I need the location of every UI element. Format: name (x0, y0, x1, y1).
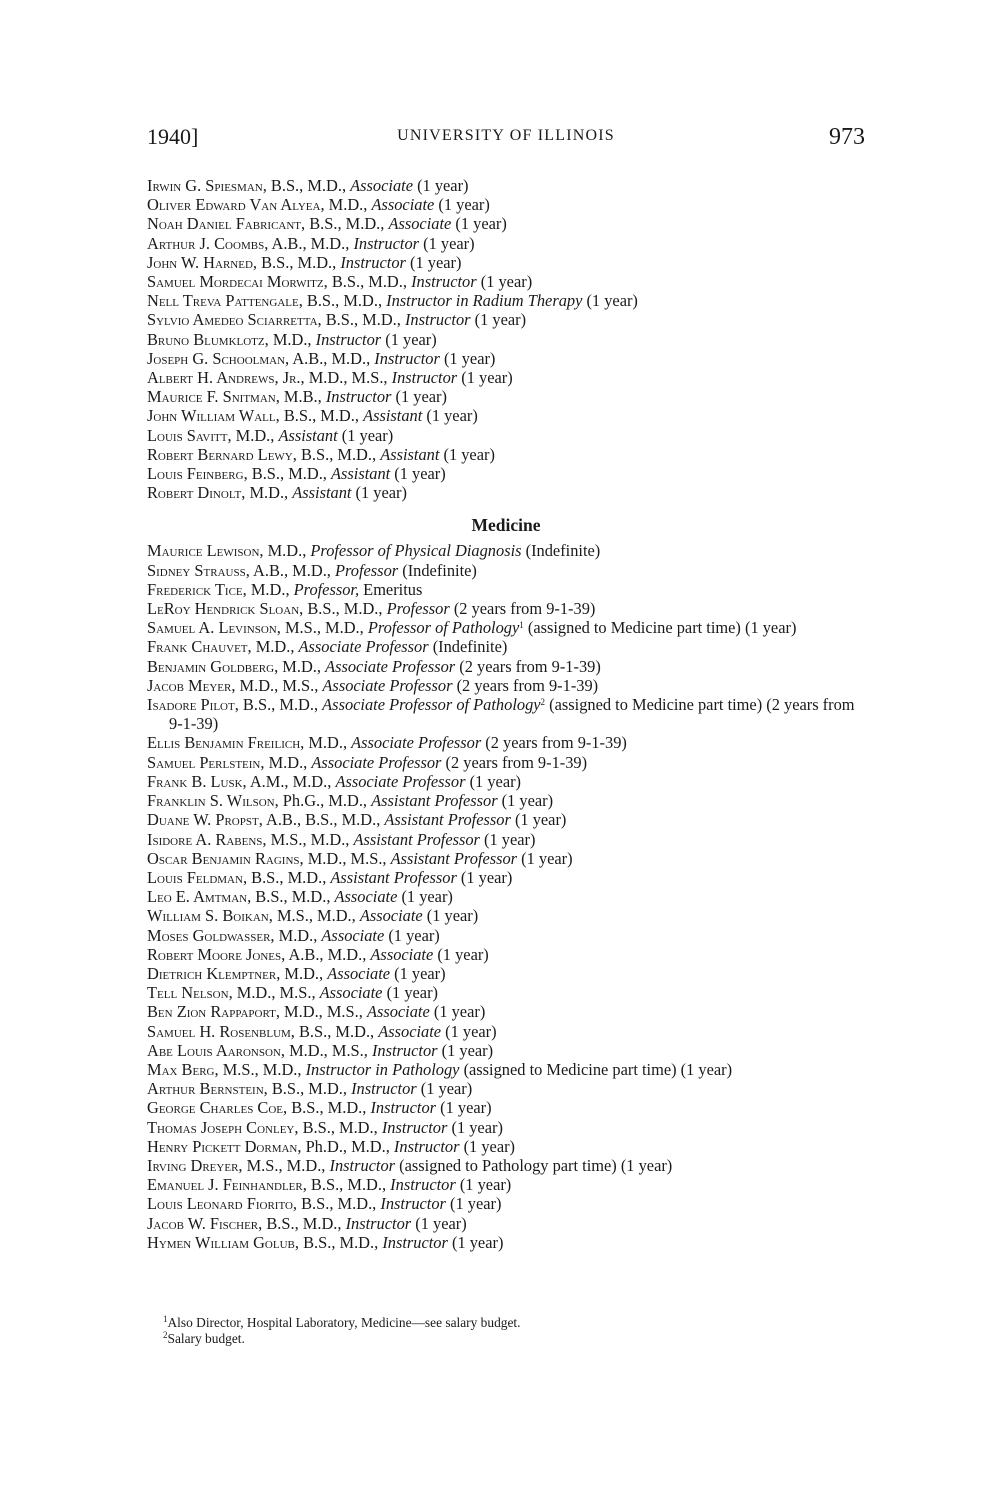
running-head-title: UNIVERSITY OF ILLINOIS (397, 127, 615, 144)
staff-entry (147, 657, 865, 676)
staff-name: Max Berg (147, 1059, 215, 1079)
staff-name: Henry Pickett Dorman (147, 1136, 298, 1156)
staff-title: Instructor (351, 1079, 417, 1099)
staff-title: Associate Professor (351, 733, 482, 753)
staff-entry (147, 406, 865, 425)
appointment-term: (1 year) (397, 887, 453, 907)
staff-title: Instructor (380, 1194, 446, 1214)
appointment-term: (2 years from 9-1-39) (441, 752, 588, 772)
staff-entry (147, 637, 865, 656)
appointment-term: (1 year) (582, 291, 638, 311)
appointment-term: (1 year) (412, 176, 469, 195)
staff-name: Robert Bernard Lewy (147, 444, 293, 464)
staff-name: Leo E. Amtman (147, 887, 248, 907)
staff-name: Maurice Lewison (147, 541, 260, 561)
appointment-term: (1 year) (456, 867, 513, 887)
degrees: , B.S., M.D., (292, 1194, 381, 1214)
degrees: , B.S., M.D., (294, 1232, 383, 1252)
degrees: , M.D., (320, 195, 372, 215)
appointment-term: (1 year) (433, 944, 489, 964)
appointment-term: (1 year) (436, 1098, 492, 1118)
appointment-term: (assigned to Pathology part time) (1 year) (395, 1155, 673, 1175)
staff-name: William S. Boikan (147, 906, 269, 926)
degrees: , M.D., (300, 733, 352, 753)
staff-title: Instructor (370, 1098, 437, 1118)
staff-entry (147, 234, 865, 253)
staff-title: Associate (334, 887, 398, 907)
staff-title: Associate (366, 1002, 430, 1022)
footnote-mark: 1 (163, 1314, 168, 1324)
degrees: , M.D., (242, 579, 294, 599)
degrees: , B.S., M.D., (234, 695, 323, 715)
staff-name: Ben Zion Rappaport (147, 1002, 276, 1022)
staff-name: Duane W. Propst (147, 810, 259, 830)
staff-entry (147, 733, 865, 752)
staff-title: Assistant (363, 406, 423, 426)
degrees: , M.S., M.D., (214, 1059, 306, 1079)
page-number: 973 (829, 124, 865, 150)
appointment-term: (1 year) (441, 1021, 497, 1041)
degrees: , M.D., M.S., (300, 368, 392, 388)
staff-entry (147, 176, 865, 195)
degrees: , M.D., M.S., (228, 983, 320, 1003)
degrees: , A.B., M.D., (245, 560, 335, 580)
degrees: , M.S., M.D., (238, 1155, 330, 1175)
appointment-term: (1 year) (517, 848, 573, 868)
appointment-term: (Indefinite) (398, 560, 477, 580)
degrees: , M.D., M.S., (275, 1002, 367, 1022)
degrees: , B.S., M.D., (317, 310, 405, 330)
staff-title: Instructor (340, 252, 406, 272)
staff-title: Associate Professor (335, 771, 466, 791)
footnote (163, 1331, 863, 1347)
running-head (147, 124, 865, 154)
staff-title: Associate Professor (298, 637, 429, 657)
staff-name: Thomas Joseph Conley (147, 1117, 295, 1137)
staff-name: Sidney Strauss (147, 560, 246, 580)
appointment-term: (assigned to Medicine part time) (2 years from 9-1-39) (169, 695, 855, 734)
staff-title: Assistant (331, 464, 391, 484)
appointment-term: (1 year) (422, 906, 479, 926)
appointment-term: (1 year) (351, 483, 407, 503)
degrees: , A.M., M.D., (242, 771, 336, 791)
staff-name: Samuel Mordecai Morwitz (147, 272, 324, 292)
staff-title: Instructor (411, 272, 477, 292)
staff-entry (147, 1060, 865, 1079)
staff-title: Associate (321, 925, 385, 945)
staff-title: Instructor (371, 1040, 438, 1060)
staff-name: Franklin S. Wilson (147, 791, 275, 811)
degrees: , M.D., M.S., (231, 675, 323, 695)
staff-entry (147, 753, 865, 772)
appointment-term: (1 year) (411, 1213, 467, 1233)
appointment-term: (1 year) (439, 444, 495, 464)
staff-title: Instructor (345, 1213, 412, 1233)
staff-name: Frederick Tice (147, 579, 243, 599)
appointment-term: (1 year) (390, 464, 446, 484)
staff-title: Professor of Pathology (367, 618, 520, 638)
staff-entry (147, 676, 865, 695)
appointment-term: (1 year) (390, 963, 446, 983)
staff-name: Ellis Benjamin Freilich (147, 733, 301, 753)
appointment-term: (1 year) (391, 387, 447, 407)
staff-name: Frank B. Lusk (147, 771, 243, 791)
staff-entry (147, 906, 865, 925)
appointment-term: (1 year) (381, 329, 437, 349)
staff-title: Associate (319, 983, 383, 1003)
staff-name: Maurice F. Snitman (147, 387, 276, 407)
staff-name: Oliver Edward Van Alyea (147, 195, 321, 215)
staff-name: Emanuel J. Feinhandler (147, 1175, 303, 1195)
staff-title: Instructor (393, 1136, 460, 1156)
staff-name: Arthur J. Coombs (147, 233, 265, 253)
footnote-marker: 1 (519, 620, 524, 631)
staff-entry (147, 887, 865, 906)
degrees: , Ph.G., M.D., (274, 791, 372, 811)
staff-name: John William Wall (147, 406, 276, 426)
staff-entry (147, 445, 865, 464)
staff-entry (147, 1175, 865, 1194)
staff-entry (147, 1156, 865, 1175)
degrees: , B.S., M.D., (242, 867, 331, 887)
staff-name: Louis Feinberg (147, 464, 244, 484)
staff-entry (147, 368, 865, 387)
degrees: , B.S., M.D., (298, 291, 387, 311)
staff-entry (147, 695, 865, 733)
staff-name: Jacob Meyer (147, 675, 232, 695)
degrees: , A.B., B.S., M.D., (258, 810, 385, 830)
appointment-term: (1 year) (451, 214, 507, 234)
appointment-term: (2 years from 9-1-39) (455, 656, 601, 676)
staff-entry (147, 541, 865, 560)
footnote-text: Salary budget. (167, 1330, 245, 1346)
staff-name: Samuel A. Levinson (147, 618, 277, 638)
degrees: , M.D., (241, 483, 293, 503)
staff-title: Professor, (293, 579, 360, 599)
appointment-term: (1 year) (465, 771, 522, 791)
staff-title: Professor (335, 560, 399, 580)
staff-listing (147, 176, 865, 1252)
staff-entry (147, 272, 865, 291)
staff-name: Sylvio Amedeo Sciarretta (147, 310, 318, 330)
staff-name: Louis Leonard Fiorito (147, 1194, 293, 1214)
staff-title: Associate Professor (322, 675, 453, 695)
degrees: , M.D., (264, 329, 316, 349)
staff-name: Robert Moore Jones (147, 944, 282, 964)
appointment-term: (2 years from 9-1-39) (449, 599, 596, 619)
staff-entry (147, 1041, 865, 1060)
staff-name: Nell Treva Pattengale (147, 291, 299, 311)
degrees: , B.S., M.D., (247, 887, 335, 907)
degrees: , M.S., M.D., (276, 618, 368, 638)
staff-entry (147, 983, 865, 1002)
staff-entry (147, 1002, 865, 1021)
staff-entry (147, 830, 865, 849)
appointment-term: (1 year) (459, 1136, 516, 1156)
staff-title: Professor (386, 599, 450, 619)
appointment-term: (1 year) (445, 1194, 502, 1214)
degrees: , B.S., M.D., (299, 599, 387, 619)
staff-entry (147, 599, 865, 618)
degrees: , M.S., M.D., (262, 829, 354, 849)
appointment-term: (1 year) (384, 925, 440, 945)
staff-title: Instructor (381, 1117, 448, 1137)
staff-title: Assistant Professor (371, 791, 498, 811)
staff-name: LeRoy Hendrick Sloan (147, 599, 300, 619)
degrees: , B.S., M.D., (292, 444, 381, 464)
appointment-term: (1 year) (447, 1232, 504, 1252)
staff-name: Isadore Pilot (147, 695, 235, 715)
section-heading: Medicine (471, 515, 541, 536)
staff-name: Irwin G. Spiesman (147, 176, 263, 195)
degrees: , M.D., (227, 425, 279, 445)
staff-title: Instructor (391, 368, 458, 388)
staff-title: Associate (371, 195, 435, 215)
staff-name: Arthur Bernstein (147, 1079, 264, 1099)
appointment-term: (1 year) (382, 983, 438, 1003)
staff-entry (147, 330, 865, 349)
running-head-year: 1940] (147, 124, 199, 149)
staff-entry (147, 618, 865, 637)
staff-name: Louis Savitt (147, 425, 228, 445)
staff-entry (147, 1137, 865, 1156)
degrees: , Ph.D., M.D., (297, 1136, 394, 1156)
degrees: , B.S., M.D., (275, 406, 364, 426)
staff-title: Instructor (325, 387, 392, 407)
appointment-term: (2 years from 9-1-39) (452, 675, 599, 695)
degrees: , M.D., (270, 925, 322, 945)
degrees: , M.B., (275, 387, 326, 407)
staff-title: Instructor in Radium Therapy (386, 291, 583, 311)
appointment-term: (Indefinite) (521, 541, 601, 561)
staff-name: John W. Harned (147, 252, 253, 272)
staff-name: Robert Dinolt (147, 483, 242, 503)
degrees: , B.S., M.D., (290, 1021, 379, 1041)
degrees: , B.S., M.D., (252, 252, 341, 272)
staff-title: Instructor (404, 310, 471, 330)
staff-title: Associate (327, 963, 391, 983)
degrees: , M.D., (276, 963, 328, 983)
appointment-term: Emeritus (359, 579, 423, 599)
appointment-term: (1 year) (457, 368, 513, 388)
staff-entry (147, 772, 865, 791)
degrees: , B.S., M.D., (323, 272, 412, 292)
appointment-term: (1 year) (405, 252, 462, 272)
footnote-marker: 2 (540, 697, 546, 708)
staff-entry (147, 349, 865, 368)
staff-name: Benjamin Goldberg (147, 656, 275, 676)
appointment-term: (1 year) (455, 1175, 512, 1195)
continued-staff-list (147, 176, 865, 502)
appointment-term: (1 year) (422, 406, 478, 426)
staff-entry (147, 483, 865, 502)
staff-name: Irving Dreyer (147, 1155, 239, 1175)
degrees: , A.B., M.D., (281, 944, 371, 964)
staff-entry (147, 1098, 865, 1117)
appointment-term: (1 year) (447, 1117, 503, 1137)
staff-name: Bruno Blumklotz (147, 329, 265, 349)
degrees: , B.S., M.D., (258, 1213, 346, 1233)
staff-entry (147, 426, 865, 445)
staff-title: Instructor in Pathology (305, 1059, 460, 1079)
appointment-term: (1 year) (476, 272, 533, 292)
staff-title: Instructor (374, 348, 440, 368)
staff-title: Assistant (292, 483, 352, 503)
staff-entry (147, 253, 865, 272)
staff-entry (147, 791, 865, 810)
staff-entry (147, 291, 865, 310)
staff-name: Samuel Perlstein (147, 752, 261, 772)
staff-name: Albert H. Andrews, Jr. (147, 368, 301, 388)
staff-title: Associate Professor (311, 752, 442, 772)
staff-entry (147, 195, 865, 214)
staff-title: Assistant Professor (384, 810, 511, 830)
degrees: , B.S., M.D., (243, 464, 331, 484)
degrees: , A.B., M.D., (264, 233, 354, 253)
staff-name: Oscar Benjamin Ragins (147, 848, 300, 868)
staff-name: Joseph G. Schoolman (147, 348, 286, 368)
degrees: , B.S., M.D., (262, 176, 351, 195)
staff-title: Assistant Professor (330, 867, 457, 887)
appointment-term: (1 year) (437, 1040, 494, 1060)
staff-title: Associate (388, 214, 452, 234)
staff-title: Instructor (315, 329, 382, 349)
staff-name: Samuel H. Rosenblum (147, 1021, 291, 1041)
staff-title: Associate Professor of Pathology (322, 695, 541, 715)
staff-entry (147, 868, 865, 887)
staff-entry (147, 214, 865, 233)
degrees: , M.S., M.D., (268, 906, 360, 926)
staff-name: Noah Daniel Fabricant (147, 214, 302, 234)
appointment-term: (1 year) (434, 195, 490, 215)
staff-title: Associate (378, 1021, 442, 1041)
staff-entry (147, 926, 865, 945)
staff-entry (147, 810, 865, 829)
staff-name: Louis Feldman (147, 867, 243, 887)
staff-name: George Charles Coe (147, 1098, 284, 1118)
staff-name: Isidore A. Rabens (147, 829, 263, 849)
appointment-term: (1 year) (439, 348, 496, 368)
staff-entry (147, 580, 865, 599)
appointment-term: (Indefinite) (428, 637, 508, 657)
appointment-term: (1 year) (470, 310, 527, 330)
appointment-term: (1 year) (337, 425, 394, 445)
degrees: , B.S., M.D., (294, 1117, 382, 1137)
staff-entry (147, 849, 865, 868)
staff-entry (147, 464, 865, 483)
staff-entry (147, 1214, 865, 1233)
appointment-term: (1 year) (510, 810, 567, 830)
degrees: , B.S., M.D., (283, 1098, 371, 1118)
staff-name: Tell Nelson (147, 983, 229, 1003)
staff-entry (147, 1022, 865, 1041)
degrees: , A.B., M.D., (285, 348, 375, 368)
staff-title: Instructor (382, 1232, 448, 1252)
footnotes (163, 1315, 863, 1346)
staff-name: Jacob W. Fischer (147, 1213, 259, 1233)
degrees: , B.S., M.D., (301, 214, 389, 234)
staff-title: Associate Professor (325, 656, 456, 676)
staff-entry (147, 1194, 865, 1213)
staff-title: Assistant Professor (390, 848, 518, 868)
staff-title: Instructor (353, 233, 420, 253)
staff-title: Instructor (390, 1175, 456, 1195)
degrees: , B.S., M.D., (263, 1079, 352, 1099)
staff-title: Assistant Professor (353, 829, 480, 849)
staff-title: Associate (350, 176, 413, 195)
staff-name: Dietrich Klemptner (147, 963, 277, 983)
staff-title: Associate (370, 944, 434, 964)
staff-entry (147, 964, 865, 983)
appointment-term: (1 year) (419, 233, 475, 253)
appointment-term: (assigned to Medicine part time) (1 year) (459, 1059, 733, 1079)
footnote (163, 1315, 863, 1331)
staff-title: Instructor (329, 1155, 396, 1175)
staff-name: Abe Louis Aaronson (147, 1040, 281, 1060)
staff-name: Hymen William Golub (147, 1232, 295, 1252)
footnote-mark: 2 (163, 1329, 168, 1340)
staff-title: Assistant (380, 444, 440, 464)
staff-name: Moses Goldwasser (147, 925, 271, 945)
staff-entry (147, 945, 865, 964)
degrees: , M.D., (259, 541, 311, 561)
appointment-term: (1 year) (429, 1002, 486, 1022)
staff-entry (147, 561, 865, 580)
appointment-term: (1 year) (416, 1079, 473, 1099)
degrees: , B.S., M.D., (302, 1175, 391, 1195)
staff-title: Assistant (278, 425, 338, 445)
appointment-term: (1 year) (479, 829, 536, 849)
degrees: , M.D., M.S., (280, 1040, 372, 1060)
degrees: , M.D., (260, 752, 312, 772)
staff-entry (147, 1118, 865, 1137)
staff-entry (147, 1079, 865, 1098)
degrees: , M.D., M.S., (299, 848, 391, 868)
staff-name: Frank Chauvet (147, 637, 248, 657)
degrees: , M.D., (274, 656, 326, 676)
medicine-staff-list (147, 541, 865, 1252)
staff-entry (147, 310, 865, 329)
staff-entry (147, 387, 865, 406)
degrees: , M.D., (247, 637, 299, 657)
appointment-term: (2 years from 9-1-39) (481, 733, 627, 753)
appointment-term: (1 year) (497, 791, 554, 811)
staff-title: Professor of Physical Diagnosis (310, 541, 522, 561)
footnote-text: Also Director, Hospital Laboratory, Medicine—see salary budget. (167, 1315, 521, 1330)
appointment-term: (assigned to Medicine part time) (1 year) (523, 618, 797, 638)
staff-entry (147, 1233, 865, 1252)
staff-title: Associate (359, 906, 423, 926)
